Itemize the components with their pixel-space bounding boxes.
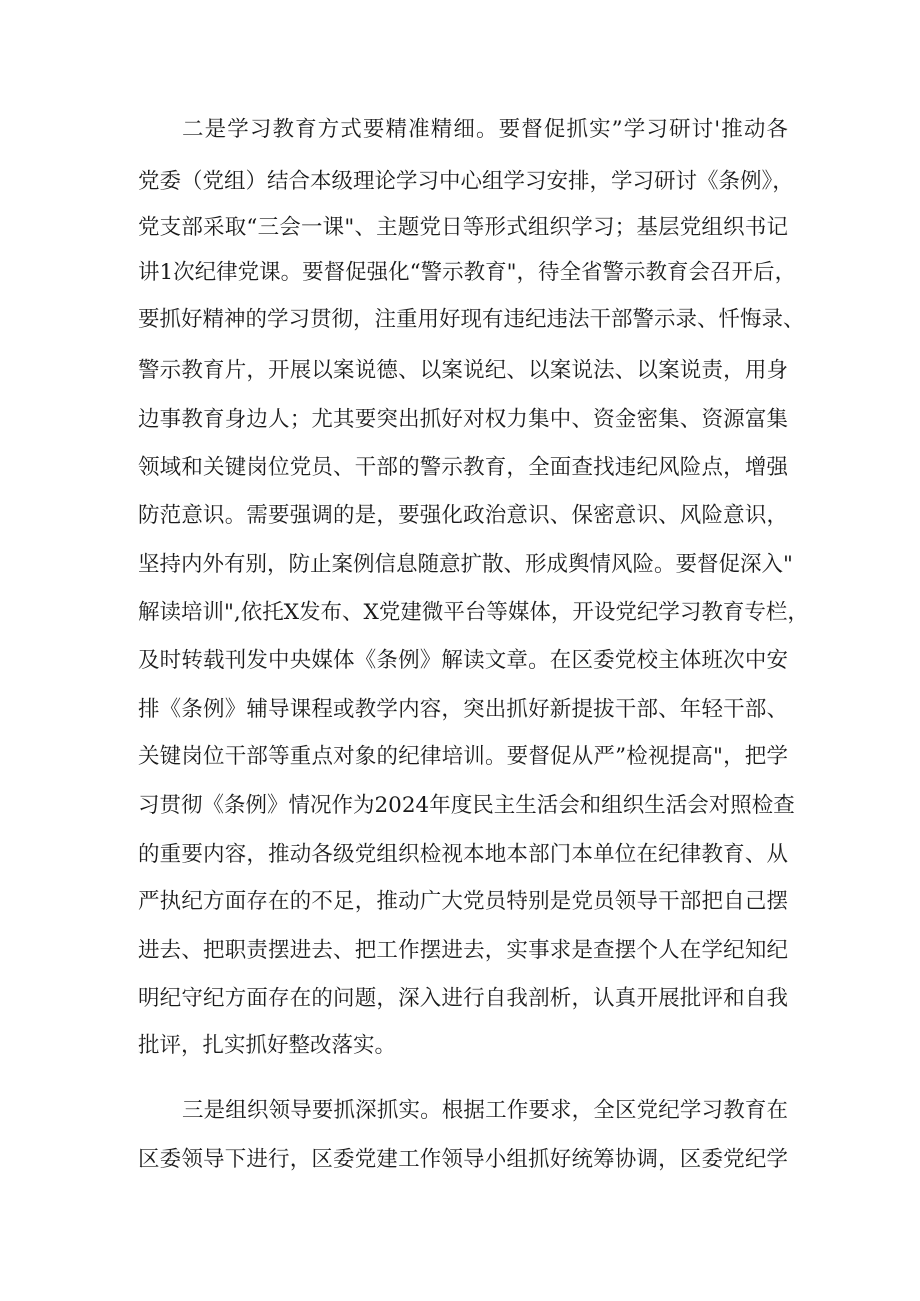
text-line: 二是学习教育方式要精准精细。要督促抓实”学习研讨'推动各 — [182, 117, 788, 142]
text-line: 要抓好精神的学习贯彻，注重用好现有违纪违法干部警示录、忏悔录、 — [138, 307, 805, 332]
text-line: 边事教育身边人；尤其要突出抓好对权力集中、资金密集、资源富集 — [138, 407, 788, 432]
text-line: 三是组织领导要抓深抓实。根据工作要求，全区党纪学习教育在 — [182, 1098, 788, 1123]
text-line: 习贯彻《条例》情况作为2024年度民主生活会和组织生活会对照检查 — [138, 793, 795, 818]
text-line: 警示教育片，开展以案说德、以案说纪、以案说法、以案说责，用身 — [138, 358, 788, 383]
text-line: 防范意识。需要强调的是，要强化政治意识、保密意识、风险意识， — [138, 503, 788, 528]
text-line: 明纪守纪方面存在的问题，深入进行自我剖析，认真开展批评和自我 — [138, 986, 788, 1011]
text-line: 讲1次纪律党课。要督促强化“警示教育"，待全省警示教育会召开后， — [138, 260, 797, 285]
text-line: 区委领导下进行，区委党建工作领导小组抓好统筹协调，区委党纪学 — [138, 1147, 788, 1172]
text-line: 坚持内外有别，防止案例信息随意扩散、形成舆情风险。要督促深入" — [138, 552, 793, 577]
text-line: 及时转载刊发中央媒体《条例》解读文章。在区委党校主体班次中安 — [138, 648, 788, 673]
text-line: 批评，扎实抓好整改落实。 — [138, 1033, 397, 1058]
text-line: 关键岗位干部等重点对象的纪律培训。要督促从严”检视提高"，把学 — [138, 744, 788, 769]
text-line: 党支部采取“三会一课"、主题党日等形式组织学习；基层党组织书记 — [138, 215, 788, 240]
text-line: 排《条例》辅导课程或教学内容，突出抓好新提拔干部、年轻干部、 — [138, 697, 788, 722]
text-line: 解读培训",依托X发布、X党建微平台等媒体，开设党纪学习教育专栏， — [138, 600, 809, 625]
text-line: 的重要内容，推动各级党组织检视本地本部门本单位在纪律教育、从 — [138, 842, 788, 867]
text-line: 领域和关键岗位党员、干部的警示教育，全面查找违纪风险点，增强 — [138, 455, 788, 480]
text-line: 严执纪方面存在的不足，推动广大党员特别是党员领导干部把自己摆 — [138, 889, 788, 914]
text-line: 进去、把职责摆进去、把工作摆进去，实事求是查摆个人在学纪知纪 — [138, 938, 788, 963]
text-line: 党委（党组）结合本级理论学习中心组学习安排，学习研讨《条例》， — [138, 169, 794, 194]
